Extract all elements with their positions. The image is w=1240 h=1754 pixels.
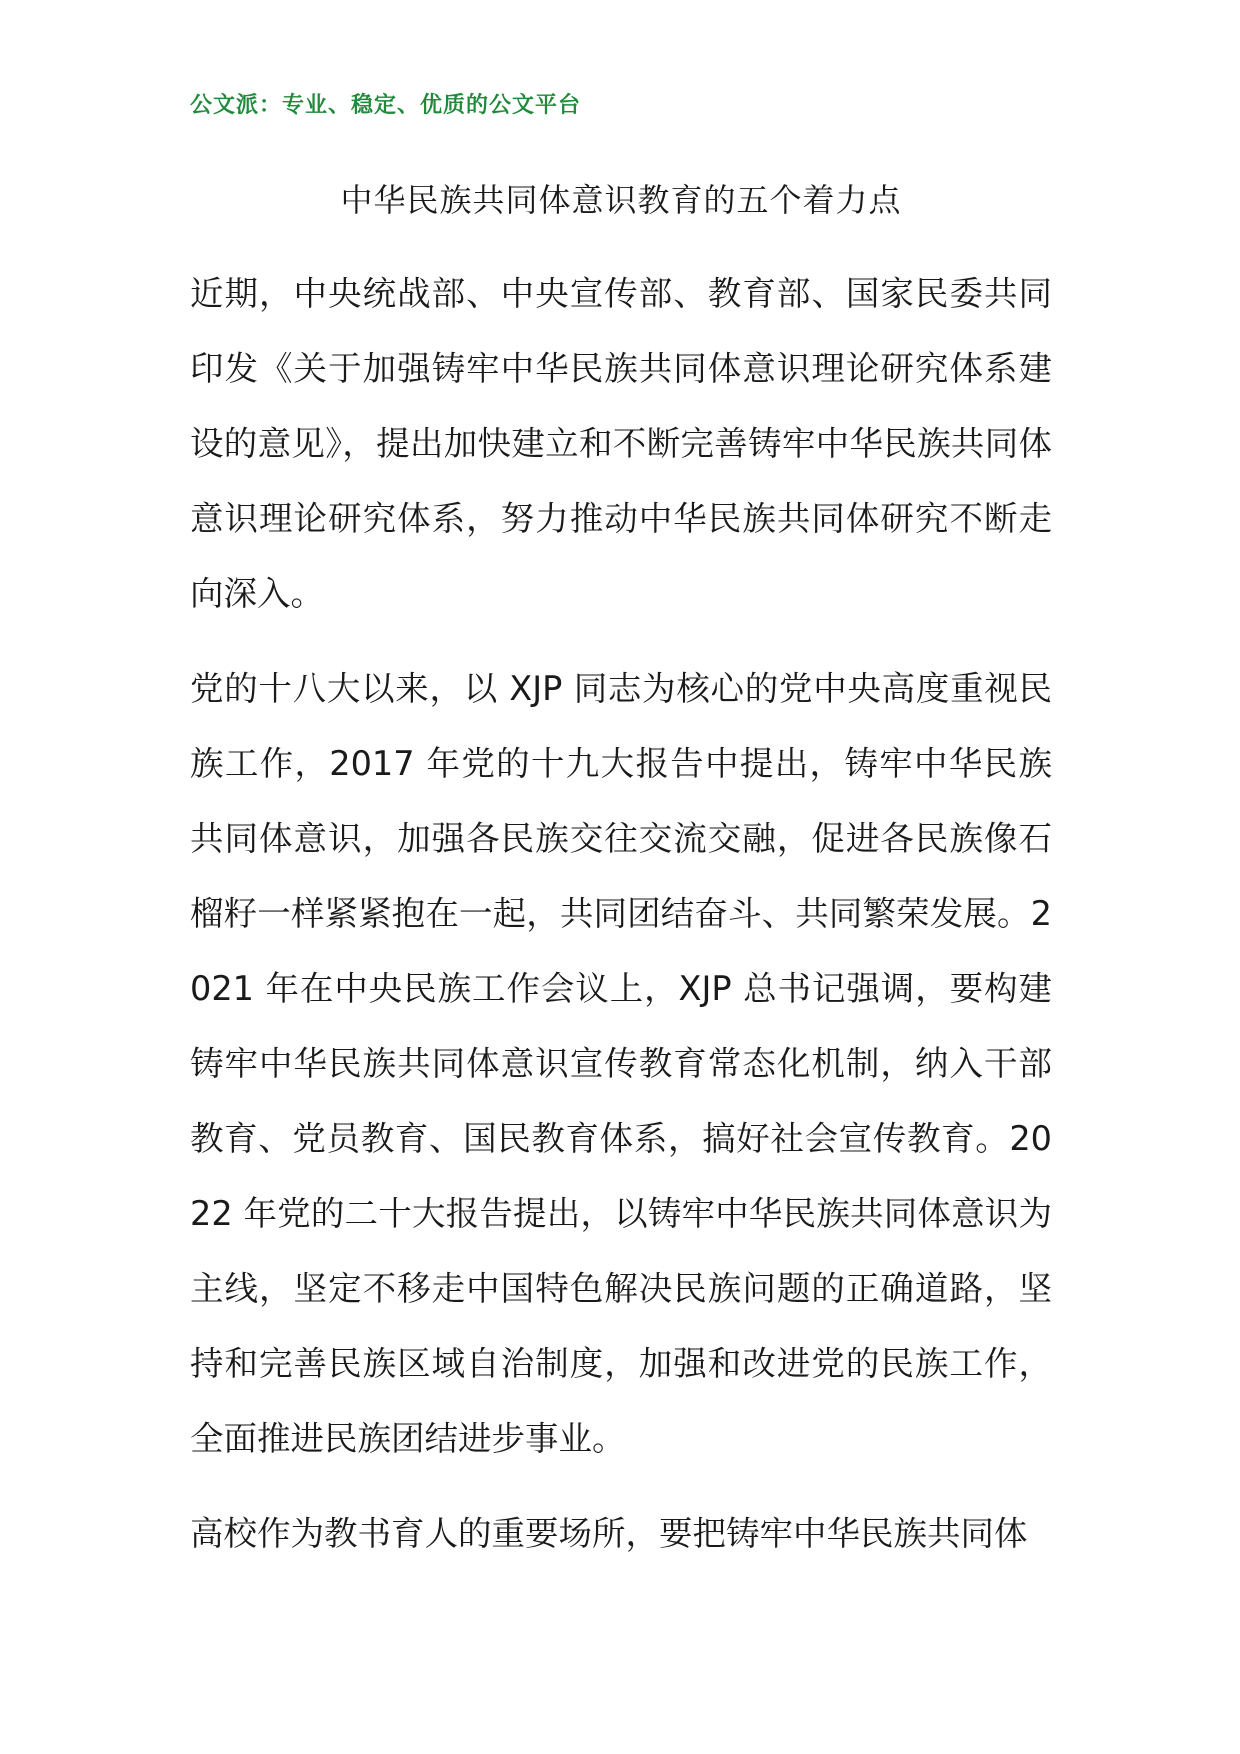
paragraph-1: 近期，中央统战部、中央宣传部、教育部、国家民委共同印发《关于加强铸牢中华民族共同体意识理论研究体系建设的意见》，提出加快建立和不断完善铸牢中华民族共同体意识理论研究体系，努力推动中华民族共同体研究不断走向深入。 [190,274,1052,613]
document-body [190,256,1052,1591]
paragraph-3: 高校作为教书育人的重要场所，要把铸牢中华民族共同体 [190,1514,1028,1553]
platform-header: 公文派：专业、稳定、优质的公文平台 [190,93,582,118]
document-title: 中华民族共同体意识教育的五个着力点 [340,181,902,219]
paragraph-2: 党的十八大以来，以 XJP 同志为核心的党中央高度重视民族工作，2017 年党的十九大报告中提出，铸牢中华民族共同体意识，加强各民族交往交流交融，促进各民族像石榴籽一样紧紧抱在一起，共同团结奋斗、共同繁荣发展。2021 年在中央民族工作会议上，XJP 总书记强调，要构建铸牢中华民族共同体意识宣传教育常态化机制，纳入干部教育、党员教育、国民教育体系，搞好社会宣传教育。2022 年党的二十大报告提出，以铸牢中华民族共同体意识为主线，坚定不移走中国特色解决民族问题的正确道路，坚持和完善民族区域自治制度，加强和改进党的民族工作，全面推进民族团结进步事业。 [190,669,1052,1458]
